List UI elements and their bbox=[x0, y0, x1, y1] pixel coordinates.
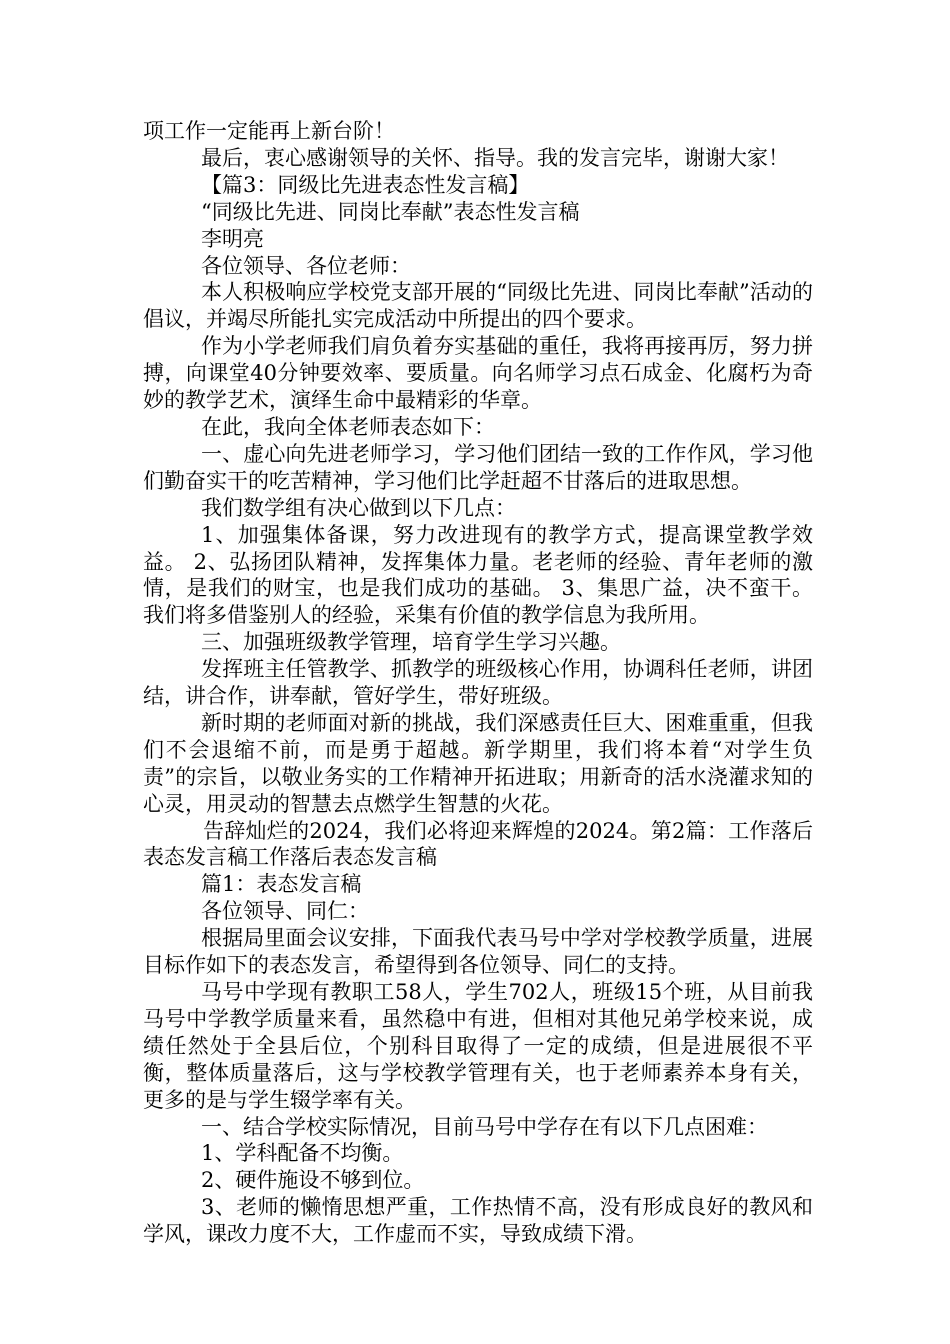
paragraph: 一、虚心向先进老师学习，学习他们团结一致的工作作风，学习他们勤奋实干的吃苦精神，学习他们比学赶超不甘落后的进取思想。 bbox=[143, 441, 813, 493]
section-heading: 篇1：表态发言稿 bbox=[201, 872, 362, 897]
paragraph: 根据局里面会议安排，下面我代表马号中学对学校教学质量，进展目标作如下的表态发言，希望得到各位领导、同仁的支持。 bbox=[143, 926, 813, 978]
paragraph: 马号中学现有教职工58人，学生702人，班级15个班，从目前我马号中学教学质量来看，虽然稳中有进，但相对其他兄弟学校来说，成绩任然处于全县后位，个别科目取得了一定的成绩，但是进展很不平衡，整体质量落后，这与学校教学管理有关，也于老师素养本身有关，更多的是与学生辍学率有关。 bbox=[143, 980, 813, 1112]
paragraph: 新时期的老师面对新的挑战，我们深感责任巨大、困难重重，但我们不会退缩不前，而是勇于超越。新学期里，我们将本着“对学生负责”的宗旨，以敬业务实的工作精神开拓进取；用新奇的活水浇灌求知的心灵，用灵动的智慧去点燃学生智慧的火花。 bbox=[143, 710, 813, 816]
paragraph: 告辞灿烂的2024，我们必将迎来辉煌的2024。第2篇：工作落后表态发言稿工作落后表态发言稿 bbox=[143, 818, 813, 870]
paragraph: 本人积极响应学校党支部开展的“同级比先进、同岗比奉献”活动的倡议，并竭尽所能扎实完成活动中所提出的四个要求。 bbox=[143, 280, 813, 332]
document-body bbox=[143, 118, 813, 1248]
paragraph: 一、结合学校实际情况，目前马号中学存在有以下几点困难： bbox=[201, 1114, 768, 1139]
salutation: 各位领导、同仁： bbox=[201, 899, 369, 924]
paragraph: 我们数学组有决心做到以下几点： bbox=[201, 495, 516, 520]
paragraph: 项工作一定能再上新台阶！ bbox=[143, 119, 395, 143]
speaker-name: 李明亮 bbox=[201, 226, 264, 251]
section-heading: 【篇3：同级比先进表态性发言稿】 bbox=[201, 172, 530, 197]
paragraph: 1、加强集体备课，努力改进现有的教学方式，提高课堂教学效益。 2、弘扬团队精神，发挥集体力量。老老师的经验、青年老师的激情，是我们的财宝，也是我们成功的基础。 3、集思广益，决不蛮干。我们将多借鉴别人的经验，采集有价值的教学信息为我所用。 bbox=[143, 522, 813, 628]
paragraph: 发挥班主任管教学、抓教学的班级核心作用，协调科任老师，讲团结，讲合作，讲奉献，管好学生，带好班级。 bbox=[143, 657, 813, 709]
list-item: 1、学科配备不均衡。 bbox=[201, 1141, 404, 1166]
paragraph: 三、加强班级教学管理，培育学生学习兴趣。 bbox=[201, 630, 621, 655]
paragraph: 在此，我向全体老师表态如下： bbox=[201, 414, 495, 439]
list-item: 3、老师的懒惰思想严重，工作热情不高，没有形成良好的教风和 学风，课改力度不大，工作虚而不实，导致成绩下滑。 bbox=[143, 1195, 813, 1247]
speech-title: “同级比先进、同岗比奉献”表态性发言稿 bbox=[201, 199, 580, 224]
paragraph: 作为小学老师我们肩负着夯实基础的重任，我将再接再厉，努力拼搏，向课堂40分钟要效率、要质量。向名师学习点石成金、化腐朽为奇妙的教学艺术，演绎生命中最精彩的华章。 bbox=[143, 334, 813, 413]
list-item: 2、硬件施设不够到位。 bbox=[201, 1168, 425, 1193]
paragraph: 最后，衷心感谢领导的关怀、指导。我的发言完毕，谢谢大家！ bbox=[201, 145, 789, 170]
salutation: 各位领导、各位老师： bbox=[201, 253, 411, 278]
